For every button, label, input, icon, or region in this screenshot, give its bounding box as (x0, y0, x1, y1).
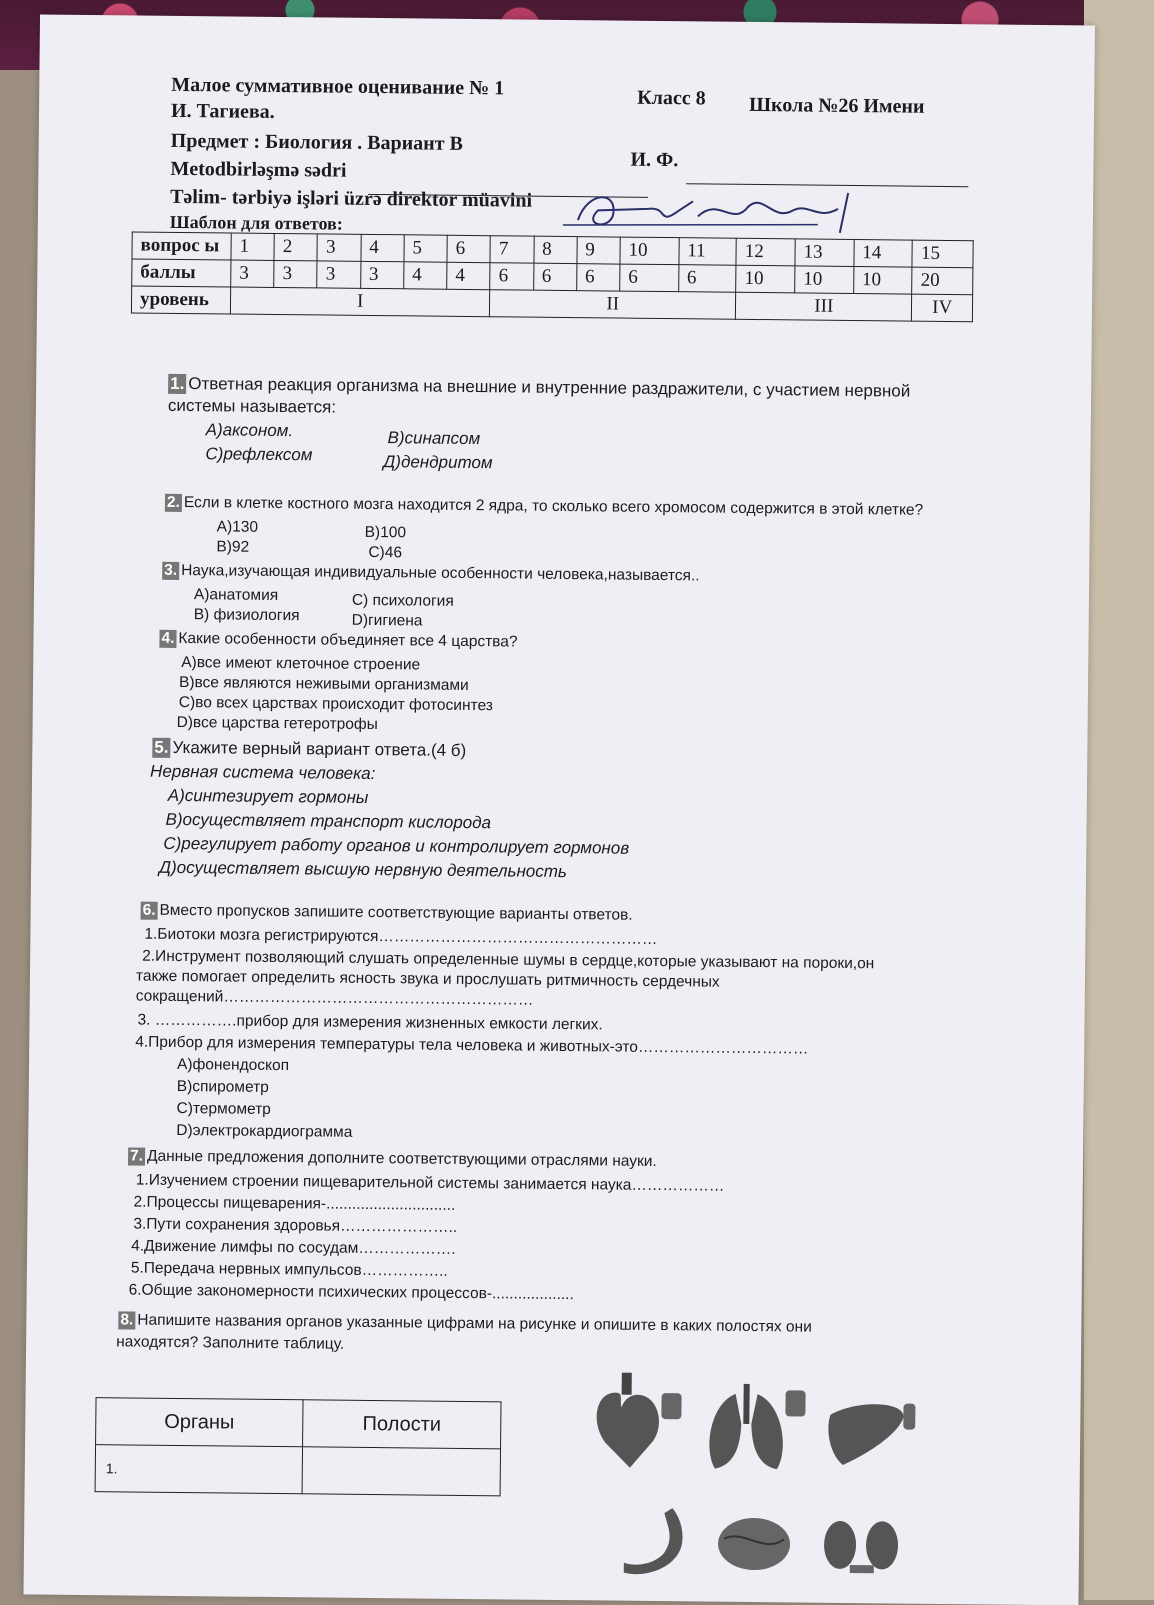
header-title: Малое суммативное оценивание № 1 (171, 73, 505, 100)
q7-item-6[interactable]: 6.Общие закономерности психических процессов-................... (128, 1281, 574, 1304)
brain-icon (718, 1518, 791, 1571)
question-2 (165, 494, 923, 520)
table-cell: 10 (620, 237, 679, 265)
template-title: Шаблон для ответов: (169, 211, 343, 234)
q1-option-b[interactable]: В)синапсом (387, 428, 481, 449)
table-cell: 3 (274, 260, 317, 287)
level-cell: III (736, 292, 912, 321)
q3-option-c[interactable]: В) физиология (193, 606, 300, 625)
organ-cell-1[interactable]: 1. (95, 1445, 302, 1494)
q2-option-a[interactable]: А)130 (216, 518, 259, 536)
question-6 (141, 902, 633, 925)
q2-option-b[interactable]: В)100 (364, 523, 407, 542)
table-cell: 13 (795, 239, 854, 267)
question-8-text-cont: находятся? Заполните таблицу. (116, 1333, 345, 1353)
answer-template-table (131, 231, 974, 322)
handwritten-signature (558, 180, 869, 243)
header-subject: Предмет : Биология . Вариант В (170, 129, 464, 155)
header-director: Təlim- tərbiyə işləri üzrə direktor müavini (170, 185, 533, 212)
heart-icon (596, 1372, 682, 1468)
question-7 (128, 1147, 657, 1171)
header-metod: Metodbirləşmə sədri (170, 157, 347, 182)
table-cell: 6 (576, 264, 619, 291)
table-cell: 20 (912, 267, 973, 295)
q6-item-4[interactable]: 4.Прибор для измерения температуры тела человека и животных-это…………………………… (135, 1033, 809, 1058)
worksheet-paper (23, 14, 1094, 1605)
question-number: 4. (159, 630, 176, 648)
q7-item-2[interactable]: 2.Процессы пищеварения-.............................. (133, 1193, 456, 1214)
question-8 (118, 1311, 812, 1336)
question-number: 1. (168, 374, 186, 394)
row-label-points: баллы (132, 259, 231, 287)
level-cell: IV (912, 294, 973, 322)
row-label-level: уровень (131, 286, 230, 314)
q6-option-b[interactable]: В)спирометр (176, 1077, 269, 1096)
question-text: Вместо пропусков запишите соответствующие варианты ответов. (159, 901, 633, 924)
q1-option-d[interactable]: Д)дендритом (383, 452, 493, 473)
table-cell: 15 (912, 240, 973, 268)
table-cell: 5 (404, 235, 447, 262)
q1-option-a[interactable]: А)аксоном. (205, 420, 294, 441)
table-cell: 8 (533, 236, 576, 263)
q2-option-d[interactable]: С)46 (368, 543, 403, 562)
q6-item-2-cont: также помогает определить ясность звука и прослушать ритмичность сердечных (135, 967, 720, 991)
question-5 (152, 738, 466, 761)
q3-option-a[interactable]: А)анатомия (193, 586, 279, 605)
question-text: Наука,изучающая индивидуальные особенности человека,называется.. (181, 561, 700, 585)
organs-table (95, 1397, 502, 1496)
question-number: 8. (118, 1311, 135, 1329)
question-4 (159, 630, 517, 652)
q5-option-b[interactable]: В)осуществляет транспорт кислорода (165, 809, 492, 833)
question-number: 6. (141, 902, 158, 920)
table-cell: 1 (231, 233, 274, 260)
table-row (96, 1398, 501, 1449)
table-cell: 12 (736, 238, 795, 266)
q6-item-1[interactable]: 1.Биотоки мозга регистрируются……………………………………………… (144, 925, 658, 948)
table-cell: 6 (447, 235, 490, 262)
table-cell: 10 (736, 265, 795, 293)
q5-option-a[interactable]: А)синтезирует гормоны (167, 785, 369, 807)
q6-option-c[interactable]: С)термометр (176, 1099, 271, 1118)
q3-option-d[interactable]: D)гигиена (351, 611, 423, 630)
q6-option-a[interactable]: А)фонендоскоп (176, 1055, 290, 1075)
q4-option-c[interactable]: С)во всех царствах происходит фотосинтез (178, 693, 493, 715)
table-cell: 6 (620, 264, 679, 292)
question-number: 7. (128, 1147, 145, 1165)
cavity-cell-1[interactable] (302, 1447, 500, 1496)
table-cell: 6 (533, 263, 576, 290)
question-number: 5. (152, 738, 170, 758)
table-cell: 7 (490, 236, 533, 263)
table-cell: 4 (404, 262, 447, 289)
table-cell: 11 (679, 238, 737, 266)
header-student-name-label: И. Ф. (630, 148, 679, 172)
table-cell: 6 (490, 263, 533, 290)
question-number: 2. (165, 494, 182, 512)
lungs-icon (709, 1384, 806, 1470)
table-cell: 3 (231, 260, 274, 287)
table-row (95, 1445, 500, 1496)
q4-option-d[interactable]: D)все царства гетеротрофы (176, 713, 378, 734)
question-text: Данные предложения дополните соответствующими отраслями науки. (146, 1147, 657, 1170)
q6-item-2-end[interactable]: сокращений…………………………………………………… (135, 987, 534, 1009)
table-cell: 4 (361, 234, 404, 261)
q5-option-c[interactable]: С)регулирует работу органов и контролирует гормонов (163, 833, 630, 858)
question-text: Напишите названия органов указанные цифрами на рисунке и опишите в каких полостях они (137, 1311, 812, 1336)
question-number: 3. (162, 562, 179, 580)
table-cell: 9 (577, 237, 620, 264)
table-cell: 2 (274, 233, 317, 260)
q6-option-d[interactable]: D)электрокардиограмма (176, 1121, 353, 1141)
q7-item-3[interactable]: 3.Пути сохранения здоровья………………….. (133, 1215, 458, 1236)
organs-column-header: Органы (96, 1398, 303, 1447)
liver-icon (828, 1403, 916, 1466)
q7-item-1[interactable]: 1.Изучением строении пищеварительной системы занимается наука……………… (135, 1171, 725, 1195)
stomach-icon (624, 1508, 683, 1575)
kidneys-icon (824, 1521, 899, 1574)
q2-option-c[interactable]: В)92 (216, 538, 250, 556)
level-cell: II (490, 290, 736, 320)
table-cell: 14 (854, 240, 913, 268)
organ-illustrations (584, 1352, 916, 1585)
question-text: Какие особенности объединяет все 4 царства? (178, 629, 518, 651)
q6-item-2[interactable]: 2.Инструмент позволяющий слушать определенные шумы в сердце,которые указывают на пороки,он (142, 947, 875, 973)
question-text: Ответная реакция организма на внешние и внутренние раздражители, с участием нервной (188, 374, 911, 401)
table-cell: 3 (360, 261, 403, 288)
background-table (1084, 0, 1154, 1600)
table-cell: 10 (853, 267, 912, 295)
header-name-line: И. Тагиева. (170, 99, 275, 123)
q4-option-a[interactable]: А)все имеют клеточное строение (181, 653, 421, 674)
q6-item-3[interactable]: 3. …………….прибор для измерения жизненных емкости легких. (137, 1011, 603, 1034)
header-class: Класс 8 (637, 86, 706, 110)
level-cell: I (230, 287, 490, 317)
question-1-text-cont: системы называется: (167, 395, 337, 417)
q3-option-b[interactable]: С) психология (351, 591, 454, 610)
cavities-column-header: Полости (303, 1400, 501, 1449)
table-cell: 6 (678, 265, 736, 293)
header-school: Школа №26 Имени (749, 93, 925, 118)
q4-option-b[interactable]: В)все являются неживыми организмами (178, 673, 469, 695)
table-cell: 4 (447, 262, 490, 289)
row-label-questions: вопрос ы (132, 232, 231, 260)
q1-option-c[interactable]: С)рефлексом (205, 444, 313, 465)
question-5-subtitle: Нервная система человека: (150, 761, 376, 784)
table-cell: 3 (317, 261, 360, 288)
question-3 (162, 562, 700, 586)
table-cell: 3 (317, 234, 360, 261)
table-cell: 10 (795, 266, 854, 294)
question-text: Если в клетке костного мозга находится 2 ядра, то сколько всего хромосом содержится в этой клетке? (183, 494, 924, 519)
q7-item-5[interactable]: 5.Передача нервных импульсов…………….. (130, 1259, 448, 1280)
question-text: Укажите верный вариант ответа.(4 б) (172, 737, 467, 760)
q7-item-4[interactable]: 4.Движение лимфы по сосудам………………. (131, 1237, 456, 1258)
q5-option-d[interactable]: Д)осуществляет высшую нервную деятельность (159, 857, 568, 882)
